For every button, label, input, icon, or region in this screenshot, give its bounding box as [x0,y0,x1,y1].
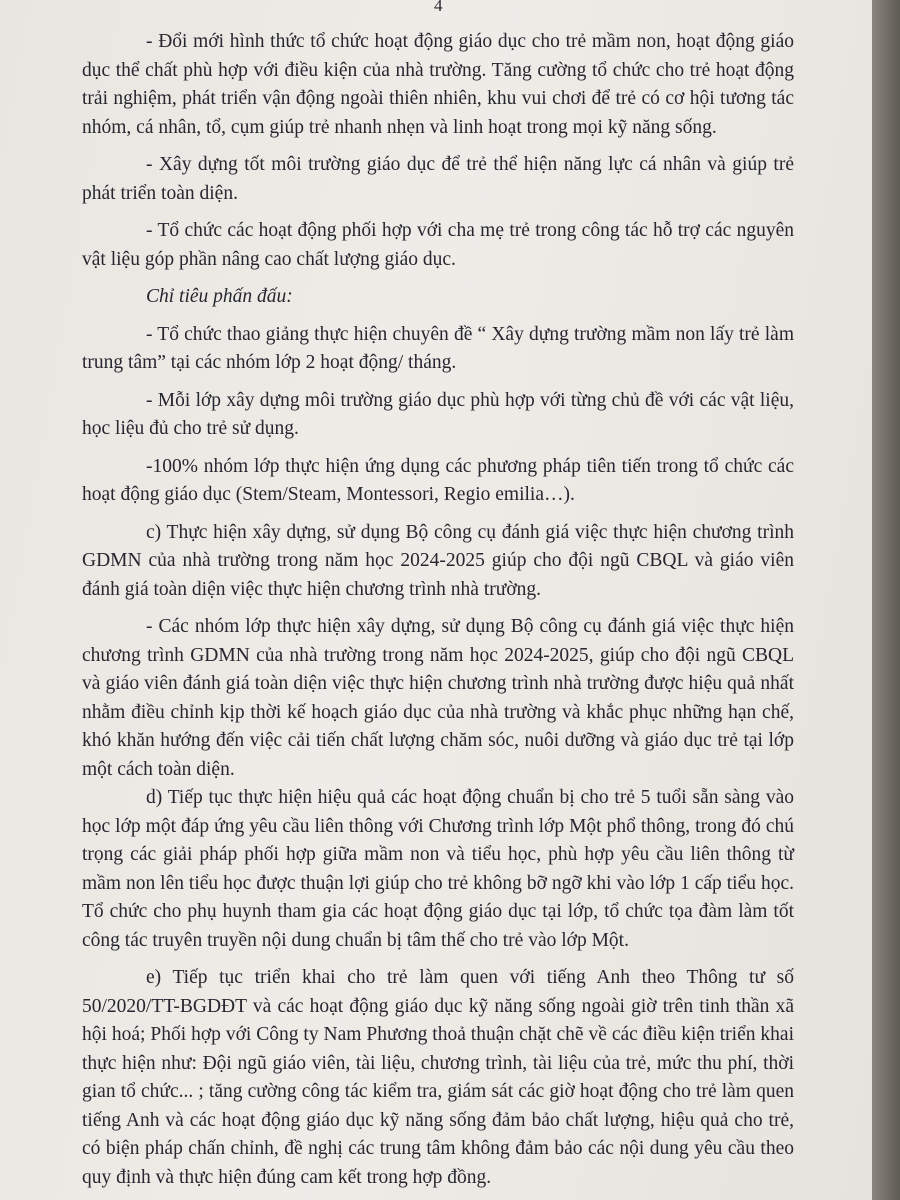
paragraph-class-evaluation: - Các nhóm lớp thực hiện xây dựng, sử dụng Bộ công cụ đánh giá việc thực hiện chương trình GDMN của nhà trường trong năm học 2024-2025, giúp cho đội ngũ CBQL và giáo viên đánh giá toàn diện việc thực hiện chương trình nhà trường được hiệu quả nhất nhằm điều chỉnh kịp thời kế hoạch giáo dục của nhà trường và khắc phục những hạn chế, khó khăn hướng đến việc cải tiến chất lượng chăm sóc, nuôi dưỡng và giáo dục trẻ tại lớp một cách toàn diện. [82,616,794,780]
paragraph-target-teaching: - Tổ chức thao giảng thực hiện chuyên đề “ Xây dựng trường mầm non lấy trẻ làm trung tâm” tại các nhóm lớp 2 hoạt động/ tháng. [82,323,794,373]
document-body [82,28,794,1192]
section-heading-targets: Chỉ tiêu phấn đấu: [146,286,293,307]
paragraph-item-d: d) Tiếp tục thực hiện hiệu quả các hoạt động chuẩn bị cho trẻ 5 tuổi sẵn sàng vào học lớp một đáp ứng yêu cầu liên thông với Chương trình lớp Một phổ thông, trong đó chú trọng các giải pháp phối hợp giữa mầm non và tiểu học, phù hợp yêu cầu liên thông từ mầm non lên tiểu học được thuận lợi giúp cho trẻ không bỡ ngỡ khi vào lớp 1 cấp tiểu học. Tổ chức cho phụ huynh tham gia các hoạt động giáo dục tại lớp, tổ chức tọa đàm làm tốt công tác truyên truyền nội dung chuẩn bị tâm thế cho trẻ vào lớp Một. [82,787,794,951]
paragraph-environment: - Xây dựng tốt môi trường giáo dục để trẻ thể hiện năng lực cá nhân và giúp trẻ phát triển toàn diện. [82,154,794,204]
paragraph-item-e: e) Tiếp tục triển khai cho trẻ làm quen với tiếng Anh theo Thông tư số 50/2020/TT-BGDĐT và các hoạt động giáo dục kỹ năng sống ngoài giờ trên tinh thần xã hội hoá; Phối hợp với Công ty Nam Phương thoả thuận chặt chẽ về các điều kiện triển khai thực hiện như: Đội ngũ giáo viên, tài liệu, chương trình, tài liệu của trẻ, mức thu phí, thời gian tổ chức... ; tăng cường công tác kiểm tra, giám sát các giờ hoạt động cho trẻ làm quen tiếng Anh và các hoạt động giáo dục kỹ năng sống đảm bảo chất lượng, hiệu quả cho trẻ, có biện pháp chấn chỉnh, đề nghị các trung tâm không đảm bảo các nội dung yêu cầu theo quy định và thực hiện đúng cam kết trong hợp đồng. [82,967,794,1188]
paragraph-target-materials: - Mỗi lớp xây dựng môi trường giáo dục phù hợp với từng chủ đề với các vật liệu, học liệu đủ cho trẻ sử dụng. [82,389,794,439]
paragraph-item-c: c) Thực hiện xây dựng, sử dụng Bộ công cụ đánh giá việc thực hiện chương trình GDMN của nhà trường trong năm học 2024-2025 giúp cho đội ngũ CBQL và giáo viên đánh giá toàn diện việc thực hiện chương trình nhà trường. [82,521,794,600]
page-number: 4 [434,0,443,15]
paragraph-activity-innovation: - Đổi mới hình thức tổ chức hoạt động giáo dục cho trẻ mầm non, hoạt động giáo dục thể chất phù hợp với điều kiện của nhà trường. Tăng cường tổ chức cho trẻ hoạt động trải nghiệm, phát triển vận động ngoài thiên nhiên, khu vui chơi để trẻ có cơ hội tương tác nhóm, cá nhân, tổ, cụm giúp trẻ nhanh nhẹn và linh hoạt trong mọi kỹ năng sống. [82,31,794,138]
paragraph-target-methods: -100% nhóm lớp thực hiện ứng dụng các phương pháp tiên tiến trong tổ chức các hoạt động giáo dục (Stem/Steam, Montessori, Regio emilia…). [82,455,794,505]
paragraph-parent-coordination: - Tổ chức các hoạt động phối hợp với cha mẹ trẻ trong công tác hỗ trợ các nguyên vật liệu góp phần nâng cao chất lượng giáo dục. [82,220,794,270]
page-fold-shadow [872,0,900,1200]
